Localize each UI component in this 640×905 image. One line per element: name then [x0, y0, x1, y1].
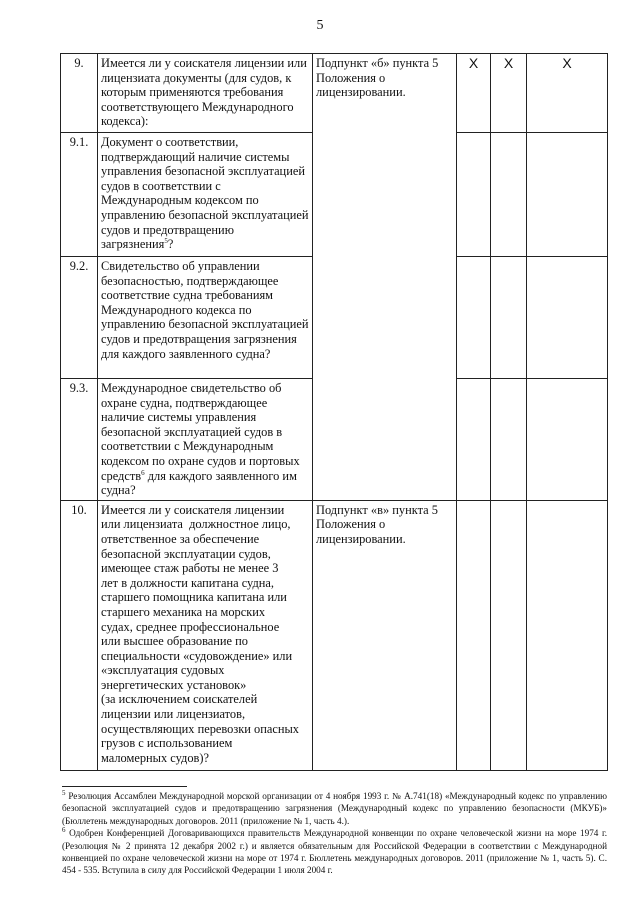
- row-number: 9.2.: [61, 257, 98, 379]
- question-line: лицензии или лицензиатов,: [101, 707, 246, 722]
- question-line: осуществляющих перевозки опасных: [101, 721, 299, 736]
- question-line: (за исключением соискателей: [101, 692, 258, 707]
- mark-x: X: [491, 54, 527, 133]
- answer-cell[interactable]: [457, 379, 491, 501]
- answer-cell[interactable]: [527, 257, 608, 379]
- footnotes: [62, 790, 607, 877]
- row-question: Документ о соответствии, подтверждающий наличие системы управления безопасной эксплуатацией судов в соответствии с Международным кодексом по управлению безопасной эксплуатацией судов и предотвращению загрязнения$^5$?: [98, 133, 313, 257]
- question-line: маломерных судов)?: [101, 750, 210, 765]
- footnote-ref: 5: [164, 237, 168, 246]
- page-number: 5: [316, 18, 324, 33]
- question-line: грузов с использованием: [101, 736, 233, 751]
- question-line: или лицензиата должностное лицо,: [101, 517, 291, 532]
- license-requirements-table: [60, 53, 608, 771]
- footnote-mark: 5: [62, 788, 66, 797]
- row-question: Международное свидетельство об охране судна, подтверждающее наличие системы управления безопасной эксплуатацией судов в соответствии с Международным кодексом по охране судов и портовых средств$^6$ для каждого заявленного им судна?: [98, 379, 313, 501]
- question-line: безопасной эксплуатации судов,: [101, 546, 271, 561]
- question-line: лет в должности капитана судна,: [101, 575, 275, 590]
- question-line: или высшее образование по: [101, 634, 248, 649]
- question-line: ответственное за обеспечение: [101, 531, 260, 546]
- question-line: специальности «судовождение» или: [101, 648, 293, 663]
- row-number: 9.: [61, 54, 98, 133]
- row-question: Имеется ли у соискателя лицензии или лицензиата документы (для судов, к которым применяются требования соответствующего Международного кодекса):: [98, 54, 313, 133]
- row-question: [98, 500, 313, 770]
- question-line: «эксплуатация судовых: [101, 663, 225, 678]
- question-line: судах, среднее профессиональное: [101, 619, 280, 634]
- answer-cell[interactable]: [457, 500, 491, 770]
- answer-cell[interactable]: [457, 133, 491, 257]
- footnote-ref: 6: [141, 468, 145, 477]
- row-legal-reference: Подпункт «б» пункта 5 Положения о лицензировании.: [313, 54, 457, 501]
- question-line: старшего помощника капитана или: [101, 590, 287, 605]
- table-row: [61, 54, 608, 133]
- answer-cell[interactable]: [491, 257, 527, 379]
- footnote: $^5$ Резолюция Ассамблеи Международной морской организации от 4 ноября 1993 г. № А.741(18) «Международный кодекс по управлению безопасной эксплуатацией судов и предотвращению загрязнения (Международный кодекс по управлению безопасности (МКУБ)» (Бюллетень международных договоров. 2011 (приложение № 1, часть 4.).: [62, 788, 607, 826]
- answer-cell[interactable]: [491, 500, 527, 770]
- question-line: Имеется ли у соискателя лицензии: [101, 502, 285, 517]
- question-line: энергетических установок»: [101, 677, 247, 692]
- footnote-mark: 6: [62, 826, 66, 835]
- row-number: 9.1.: [61, 133, 98, 257]
- row-number: 10.: [61, 500, 98, 770]
- footnote: $^6$ Одобрен Конференцией Договаривающихся правительств Международной конвенции по охране человеческой жизни на море 1974 г. (Резолюция № 2 принята 12 декабря 2002 г.) и является обязательным для Российской Федерации в соответствии с Международной конвенцией по охране человеческой жизни на море от 1974 г. Бюллетень международных договоров. 2011 (приложение № 1, часть 5). С. 454 - 535. Вступила в силу для Российской Федерации 1 июля 2004 г.: [62, 826, 607, 876]
- mark-x: X: [527, 54, 608, 133]
- mark-x: X: [457, 54, 491, 133]
- row-number: 9.3.: [61, 379, 98, 501]
- table-row: [61, 500, 608, 770]
- question-line: имеющее стаж работы не менее 3: [101, 561, 279, 576]
- answer-cell[interactable]: [527, 500, 608, 770]
- footnote-separator: [62, 786, 187, 787]
- row-legal-reference: Подпункт «в» пункта 5 Положения о лицензировании.: [313, 500, 457, 770]
- answer-cell[interactable]: [491, 379, 527, 501]
- row-question: Свидетельство об управлении безопасностью, подтверждающее соответствие судна требованиям Международного кодекса по управлению безопасной эксплуатацией судов и предотвращения загрязнения для каждого заявленного судна?: [98, 257, 313, 379]
- question-line: старшего механика на морских: [101, 604, 266, 619]
- answer-cell[interactable]: [457, 257, 491, 379]
- answer-cell[interactable]: [527, 133, 608, 257]
- answer-cell[interactable]: [527, 379, 608, 501]
- answer-cell[interactable]: [491, 133, 527, 257]
